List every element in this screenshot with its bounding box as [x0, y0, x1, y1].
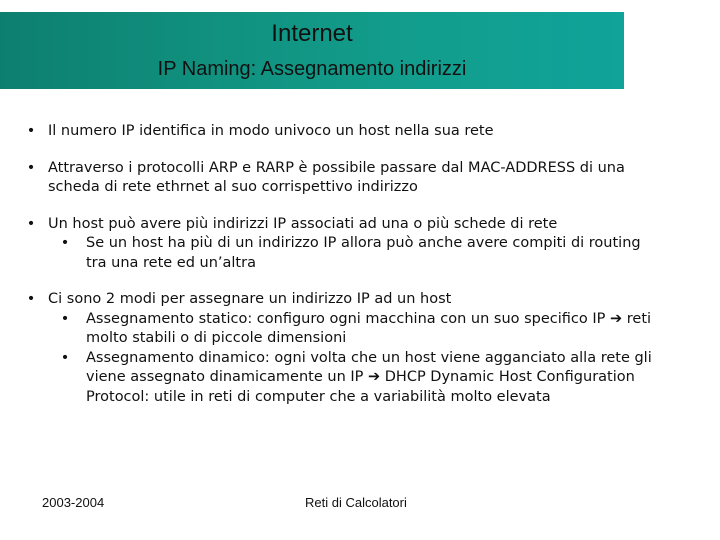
- bullet-item: [24, 215, 664, 274]
- sub-bullet-text: Assegnamento statico: configuro ogni macchina con un suo specifico IP: [86, 310, 606, 327]
- bullet-text: Attraverso i protocolli ARP e RARP è possibile passare dal MAC-ADDRESS di una scheda di rete ethrnet al suo corrispettivo indirizzo: [48, 159, 625, 195]
- bullet-item: [24, 159, 664, 198]
- bullet-marker: •: [26, 159, 36, 176]
- bullet-marker: •: [26, 215, 36, 232]
- arrow-right-icon: ➔: [610, 310, 623, 327]
- bullet-text: Il numero IP identifica in modo univoco un host nella sua rete: [48, 123, 494, 139]
- sub-bullet-item: [48, 349, 664, 408]
- arrow-right-icon: ➔: [368, 369, 381, 385]
- bullet-marker: •: [26, 123, 36, 139]
- bullet-marker: •: [60, 235, 70, 251]
- slide-subtitle: IP Naming: Assegnamento indirizzi: [157, 58, 467, 80]
- footer-course: Reti di Calcolatori: [305, 495, 407, 510]
- bullet-text: Un host può avere più indirizzi IP associati ad una o più schede di rete: [48, 215, 558, 232]
- slide-title: Internet: [271, 20, 353, 47]
- sub-bullet-item: [48, 234, 664, 273]
- bullet-marker: •: [26, 291, 36, 307]
- bullet-item: [24, 122, 664, 142]
- sub-bullet-text: reti molto stabili o di piccole dimensioni: [86, 310, 652, 346]
- title-banner: [0, 12, 624, 89]
- sub-bullet-text: Se un host ha più di un indirizzo IP allora può anche avere compiti di routing tra una rete ed un’altra: [86, 235, 641, 271]
- bullet-text: Ci sono 2 modi per assegnare un indirizzo IP ad un host: [48, 291, 452, 307]
- bullet-marker: •: [60, 349, 70, 366]
- sub-bullet-item: [48, 310, 664, 349]
- bullet-list: [24, 122, 664, 424]
- sub-bullet-text: DHCP Dynamic Host Configuration Protocol: utile in reti di computer che a variabilità molto elevata: [86, 369, 635, 405]
- bullet-item: [24, 290, 664, 407]
- footer-year: 2003-2004: [42, 495, 105, 510]
- bullet-marker: •: [60, 310, 70, 327]
- sub-bullet-text: Assegnamento dinamico: ogni volta che un host viene agganciato alla rete gli viene assegnato dinamicamente un IP: [86, 349, 652, 385]
